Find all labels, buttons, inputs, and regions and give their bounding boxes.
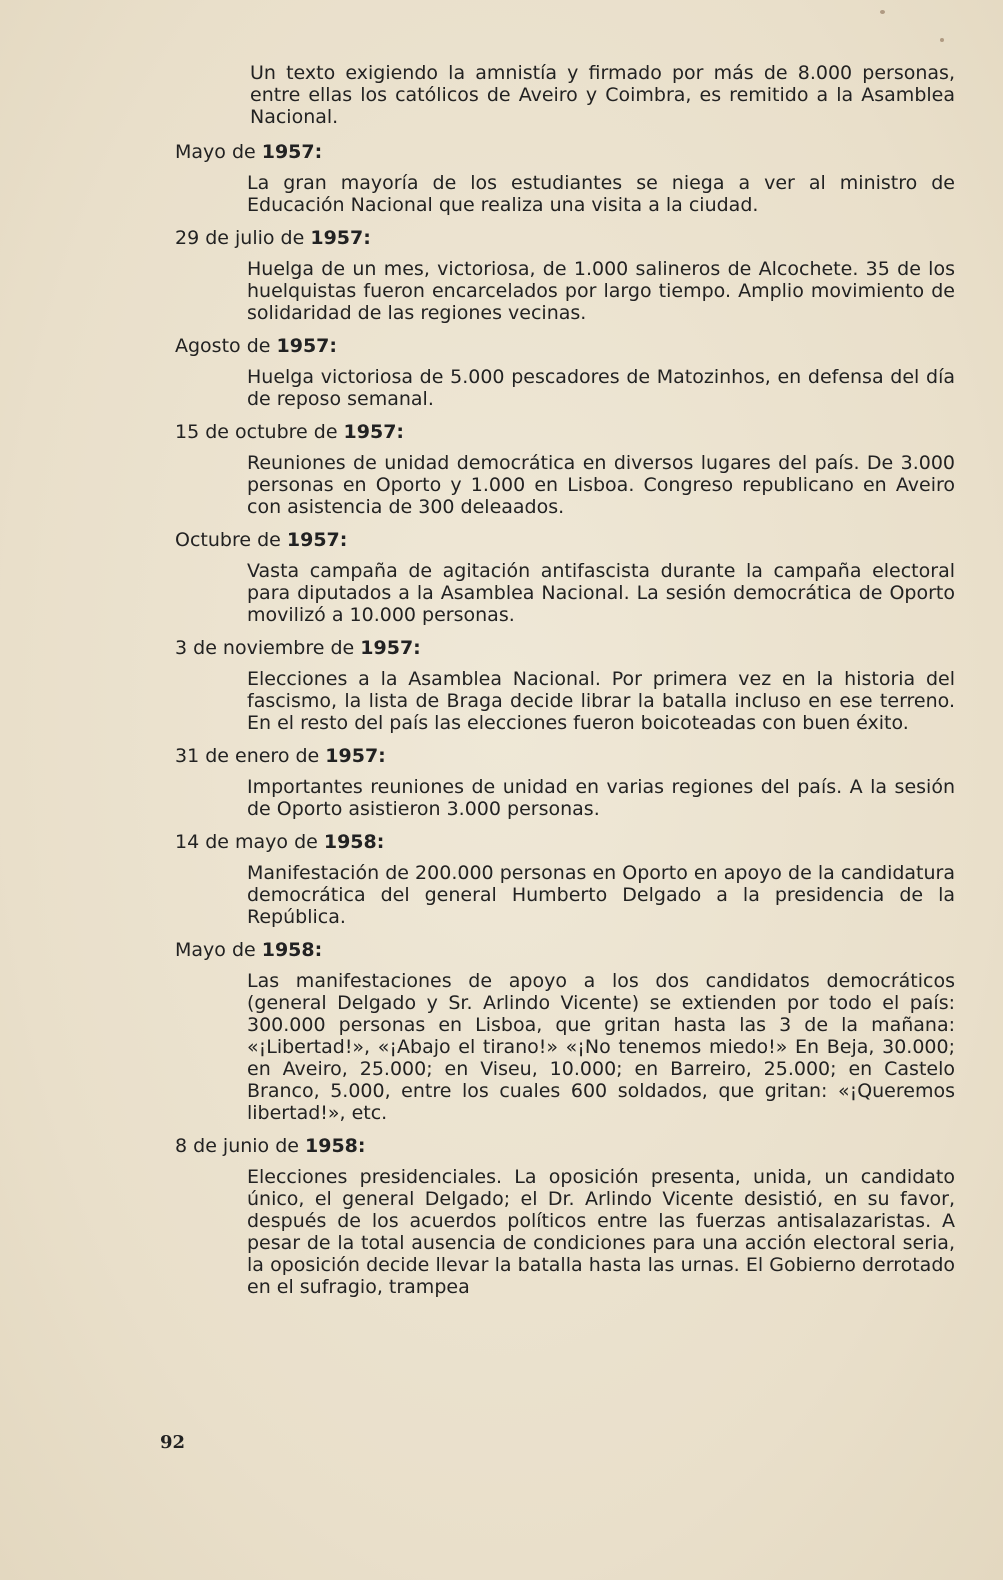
chronology-entry: [175, 420, 965, 518]
lead-paragraph: Un texto exigiendo la amnistía y firmado por más de 8.000 personas, entre ellas los católicos de Aveiro y Coimbra, es remitido a la Asamblea Nacional.: [250, 62, 955, 128]
chronology-entry: [175, 1134, 965, 1298]
entry-text: Manifestación de 200.000 personas en Oporto en apoyo de la candidatura democrática del general Humberto Delgado a la presidencia de la República.: [247, 862, 955, 928]
entry-year: 1958:: [305, 1135, 366, 1157]
entry-year: 1958:: [323, 831, 385, 853]
paper-speck: [880, 10, 885, 14]
entry-year: 1957:: [343, 421, 405, 443]
entry-date: Mayo de 1958:: [175, 939, 323, 961]
entry-year: 1957:: [261, 141, 323, 163]
chronology-entry: [175, 140, 965, 216]
entry-text: Huelga de un mes, victoriosa, de 1.000 salineros de Alcochete. 35 de los huelquistas fueron encarcelados por largo tiempo. Amplio movimiento de solidaridad de las regiones vecinas.: [247, 258, 955, 324]
chronology-entry: [175, 528, 965, 626]
entry-date: 15 de octubre de 1957:: [175, 421, 405, 443]
entry-text: Importantes reuniones de unidad en varias regiones del país. A la sesión de Oporto asistieron 3.000 personas.: [247, 776, 955, 820]
entry-date: Agosto de 1957:: [175, 335, 337, 357]
entry-year: 1957:: [360, 637, 421, 659]
entry-year: 1957:: [310, 227, 371, 249]
chronology: [175, 62, 965, 1308]
paper-speck: [940, 38, 944, 42]
chronology-entry: [175, 334, 965, 410]
entry-text: Huelga victoriosa de 5.000 pescadores de Matozinhos, en defensa del día de reposo semanal.: [247, 366, 955, 410]
chronology-entry: [175, 226, 965, 324]
chronology-entry: [175, 830, 965, 928]
entry-year: 1958:: [261, 939, 323, 961]
entry-date: Octubre de 1957:: [175, 529, 348, 551]
entry-text: Vasta campaña de agitación antifascista durante la campaña electoral para diputados a la Asamblea Nacional. La sesión democrática de Oporto movilizó a 10.000 personas.: [247, 560, 955, 626]
entry-date: 31 de enero de 1957:: [175, 745, 386, 767]
entry-date: 3 de noviembre de 1957:: [175, 637, 421, 659]
entry-date: 14 de mayo de 1958:: [175, 831, 385, 853]
entry-year: 1957:: [286, 529, 348, 551]
chronology-entry: [175, 744, 965, 820]
entry-date: Mayo de 1957:: [175, 141, 323, 163]
entry-year: 1957:: [325, 745, 386, 767]
entry-text: La gran mayoría de los estudiantes se niega a ver al ministro de Educación Nacional que realiza una visita a la ciudad.: [247, 172, 955, 216]
entry-text: Reuniones de unidad democrática en diversos lugares del país. De 3.000 personas en Oporto y 1.000 en Lisboa. Congreso republicano en Aveiro con asistencia de 300 deleaados.: [247, 452, 955, 518]
entry-text: Las manifestaciones de apoyo a los dos candidatos democráticos (general Delgado y Sr. Arlindo Vicente) se extienden por todo el país: 300.000 personas en Lisboa, que gritan hasta las 3 de la mañana: «¡Libertad!», «¡Abajo el tirano!» «¡No tenemos miedo!» En Beja, 30.000; en Aveiro, 25.000; en Viseu, 10.000; en Barreiro, 25.000; en Castelo Branco, 5.000, entre los cuales 600 soldados, que gritan: «¡Queremos libertad!», etc.: [247, 970, 955, 1124]
entry-text: Elecciones a la Asamblea Nacional. Por primera vez en la historia del fascismo, la lista de Braga decide librar la batalla incluso en ese terreno. En el resto del país las elecciones fueron boicoteadas con buen éxito.: [247, 668, 955, 734]
chronology-entry: [175, 938, 965, 1124]
entry-date: 29 de julio de 1957:: [175, 227, 371, 249]
entry-text: Elecciones presidenciales. La oposición presenta, unida, un candidato único, el general Delgado; el Dr. Arlindo Vicente desistió, en su favor, después de los acuerdos políticos entre las fuerzas antisalazaristas. A pesar de la total ausencia de condiciones para una acción electoral seria, la oposición decide llevar la batalla hasta las urnas. El Gobierno derrotado en el sufragio, trampea: [247, 1166, 955, 1298]
entry-year: 1957:: [276, 335, 337, 357]
page-number: 92: [160, 1432, 186, 1453]
chronology-entry: [175, 636, 965, 734]
entry-date: 8 de junio de 1958:: [175, 1135, 366, 1157]
